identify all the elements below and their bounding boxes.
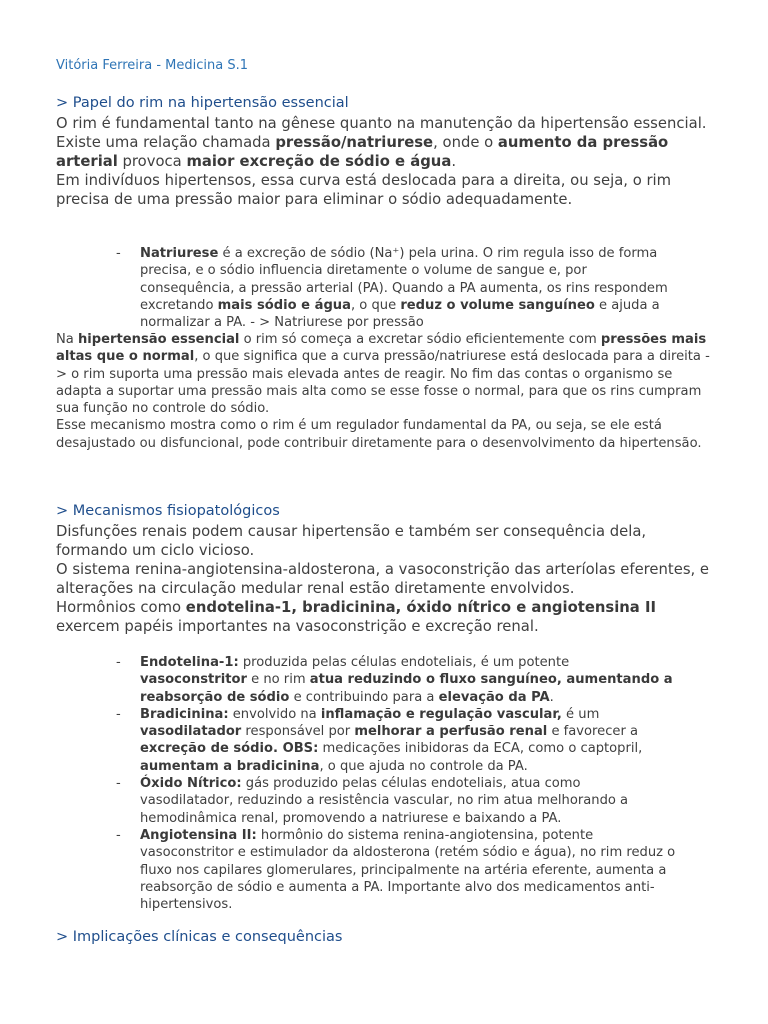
section1-body [56, 331, 716, 452]
hormones-list [116, 654, 676, 913]
list-item: - Natriurese é a excreção de sódio (Na⁺) pela urina. O rim regula isso de forma precisa, e o sódio influencia diretamente o volume de sangue e, por consequência, a pressão arterial (PA). Quando a PA aumenta, os rins respondem excretando mais sódio e água, o que reduz o volume sanguíneo e ajuda a normalizar a PA. - > Natriurese por pressão [116, 246, 668, 331]
paragraph: Em indivíduos hipertensos, essa curva está deslocada para a direita, ou seja, o rim precisa de uma pressão maior para eliminar o sódio adequadamente. [56, 172, 672, 208]
list-item-nitric-oxide: - Óxido Nítrico: gás produzido pelas células endoteliais, atua como vasodilatador, reduzindo a resistência vascular, no rim atua melhorando a hemodinâmica renal, promovendo a natriurese e baixando a PA. [116, 776, 629, 826]
paragraph: Na hipertensão essencial o rim só começa a excretar sódio eficientemente com pressões mais altas que o normal, o que significa que a curva pressão/natriurese está deslocada para a direita - > o rim suporta uma pressão mais elevada antes de reagir. No fim das contas o organismo se adapta a suportar uma pressão mais alta como se esse fosse o normal, para que os rins cumpram sua função no controle do sódio. [56, 332, 710, 417]
list-item-endothelin: - Endotelina-1: produzida pelas células endoteliais, é um potente vasoconstritor e no rim atua reduzindo o fluxo sanguíneo, aumentando a reabsorção de sódio e contribuindo para a elevação da PA. [116, 655, 673, 705]
paragraph: O rim é fundamental tanto na gênese quanto na manutenção da hipertensão essencial. [56, 115, 707, 132]
list-item-bradykinin: - Bradicinina: envolvido na inflamação e regulação vascular, é um vasodilatador responsável por melhorar a perfusão renal e favorecer a excreção de sódio. OBS: medicações inibidoras da ECA, como o captopril, aumentam a bradicinina, o que ajuda no controle da PA. [116, 706, 643, 774]
section-heading-mechanisms: > Mecanismos fisiopatológicos [56, 503, 280, 519]
section1-intro [56, 114, 716, 209]
author-line: Vitória Ferreira - Medicina S.1 [56, 58, 248, 73]
list-item-angiotensin: - Angiotensina II: hormônio do sistema renina-angiotensina, potente vasoconstritor e estimulador da aldosterona (retém sódio e água), no rim reduz o fluxo nos capilares glomerulares, principalmente na artéria eferente, aumenta a reabsorção de sódio e aumenta a PA. Importante alvo dos medicamentos anti-hipertensivos. [116, 827, 676, 913]
section-heading-clinical: > Implicações clínicas e consequências [56, 929, 343, 945]
paragraph: Esse mecanismo mostra como o rim é um regulador fundamental da PA, ou seja, se ele está desajustado ou disfuncional, pode contribuir diretamente para o desenvolvimento da hipertensão. [56, 418, 702, 451]
natriuresis-list [116, 245, 676, 331]
section-heading-kidney-role: > Papel do rim na hipertensão essencial [56, 95, 349, 111]
paragraph: Disfunções renais podem causar hipertensão e também ser consequência dela, formando um ciclo vicioso. [56, 523, 647, 559]
paragraph: O sistema renina-angiotensina-aldosterona, a vasoconstrição das arteríolas eferentes, e alterações na circulação medular renal estão diretamente envolvidos. [56, 561, 710, 597]
section2-intro [56, 522, 716, 636]
paragraph: Existe uma relação chamada pressão/natriurese, onde o aumento da pressão arterial provoca maior excreção de sódio e água. [56, 134, 669, 170]
paragraph: Hormônios como endotelina-1, bradicinina, óxido nítrico e angiotensina II exercem papéis importantes na vasoconstrição e excreção renal. [56, 599, 656, 635]
